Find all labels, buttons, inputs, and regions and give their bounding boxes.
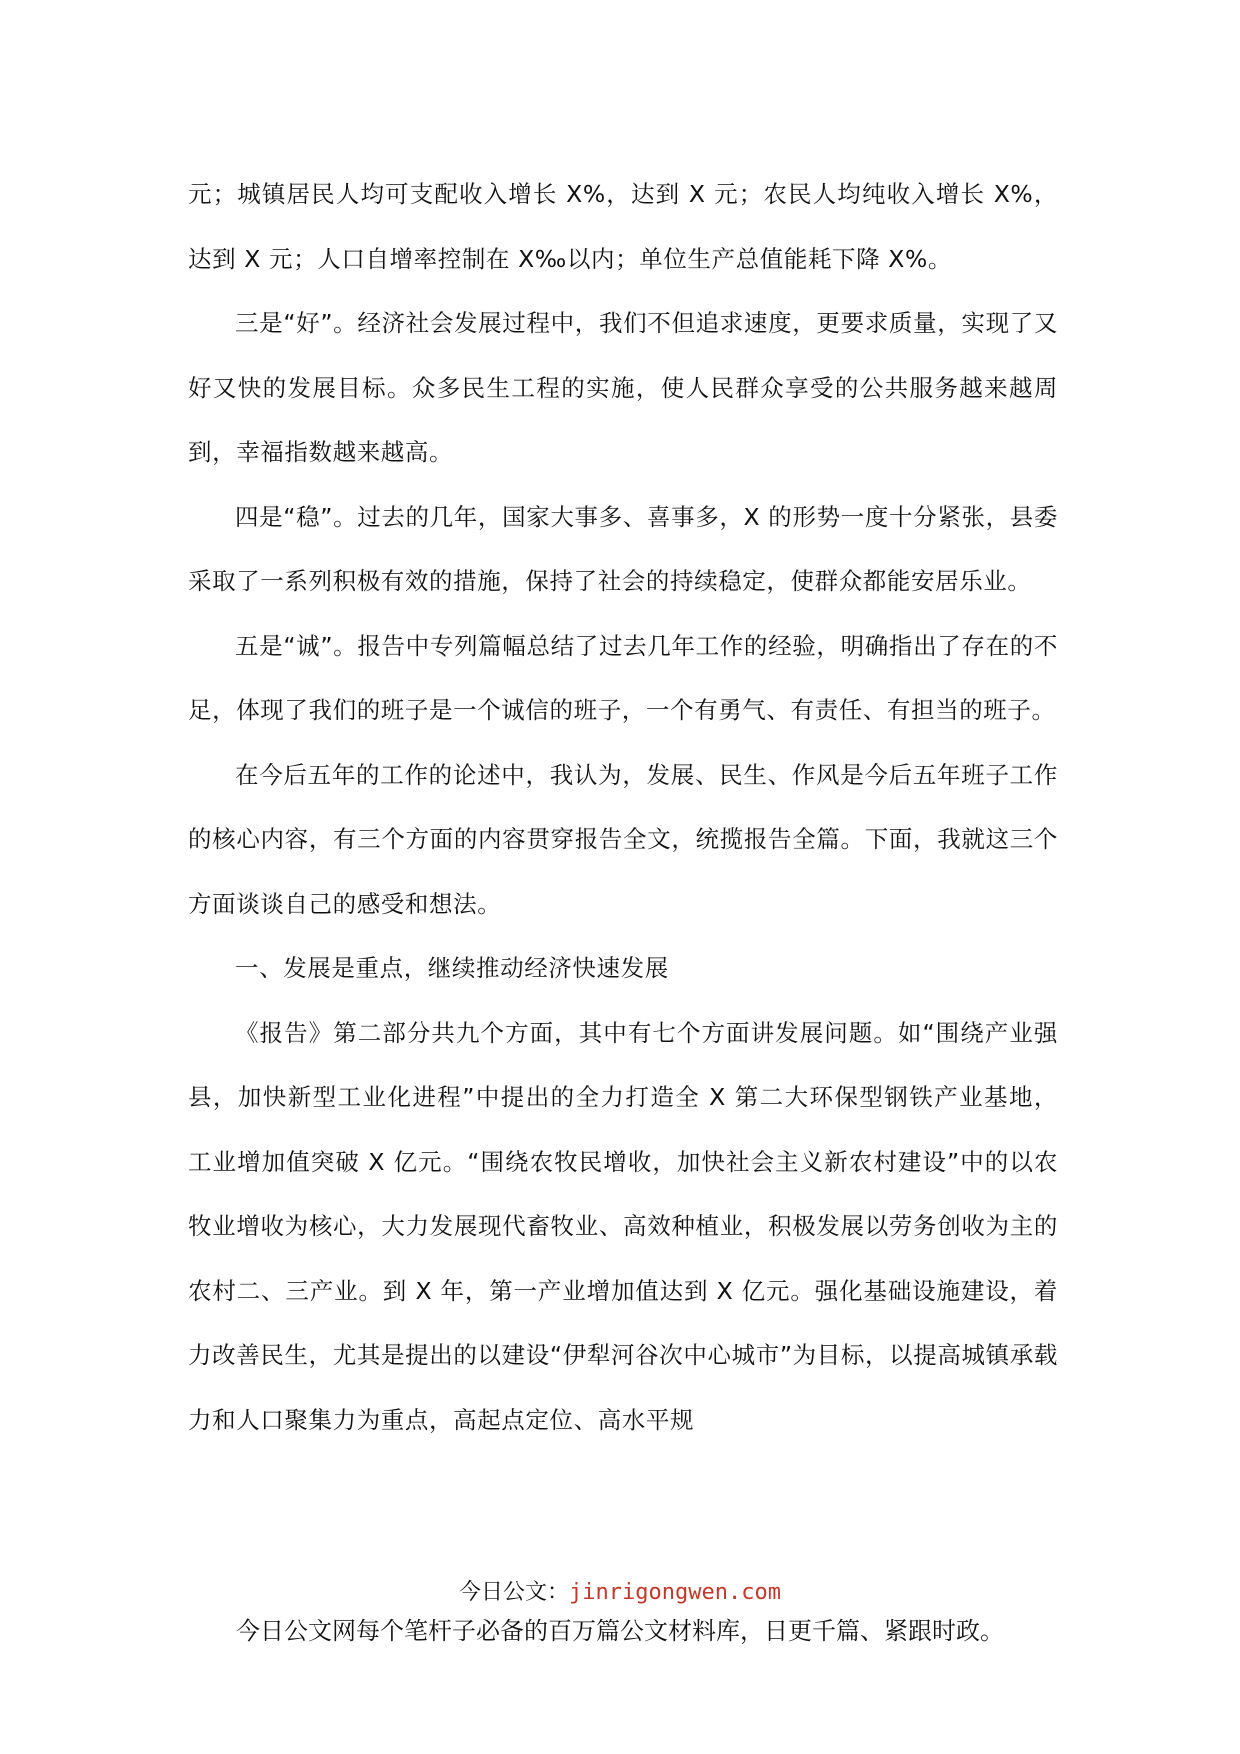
- footer-site-link[interactable]: jinrigongwen.com: [569, 1580, 781, 1605]
- section-heading: 一、发展是重点，继续推动经济快速发展: [235, 954, 669, 982]
- footer-label: 今日公文：: [459, 1580, 570, 1605]
- footer-source: [0, 1578, 1240, 1608]
- paragraph-1: 元；城镇居民人均可支配收入增长 X%，达到 X 元；农民人均纯收入增长 X%，达到 X 元；人口自增率控制在 X‰以内；单位生产总值能耗下降 X%。: [188, 180, 1058, 273]
- paragraph-6: 《报告》第二部分共九个方面，其中有七个方面讲发展问题。如“围绕产业强县，加快新型工业化进程”中提出的全力打造全 X 第二大环保型钢铁产业基地， 工业增加值突破 X 亿元。“围绕农牧民增收，加快社会主义新农村建设”中的以农牧业增收为核心，大力发展现代畜牧业、高效种植业，积极发展以劳务创收为主的农村二、三产业。到 X 年，第一产业增加值达到 X 亿元。强化基础设施建设，着力改善民生，尤其是提出的以建设“伊犁河谷次中心城市”为目标，以提高城镇承载力和人口聚集力为重点，高起点定位、高水平规: [188, 1018, 1058, 1434]
- document-body: [188, 162, 1058, 1452]
- paragraph-3: 四是“稳”。过去的几年，国家大事多、喜事多，X 的形势一度十分紧张，县委采取了一系列积极有效的措施，保持了社会的持续稳定，使群众都能安居乐业。: [188, 502, 1058, 595]
- paragraph-5: 在今后五年的工作的论述中，我认为，发展、民生、作风是今后五年班子工作的核心内容，有三个方面的内容贯穿报告全文，统揽报告全篇。下面，我就这三个方面谈谈自己的感受和想法。: [188, 760, 1058, 918]
- paragraph-2: 三是“好”。经济社会发展过程中，我们不但追求速度，更要求质量，实现了又好又快的发展目标。众多民生工程的实施，使人民群众享受的公共服务越来越周到，幸福指数越来越高。: [188, 309, 1058, 466]
- paragraph-4: 五是“诚”。报告中专列篇幅总结了过去几年工作的经验，明确指出了存在的不足，体现了我们的班子是一个诚信的班子，一个有勇气、有责任、有担当的班子。: [188, 631, 1058, 724]
- footer-slogan: 今日公文网每个笔杆子必备的百万篇公文材料库，日更千篇、紧跟时政。: [236, 1617, 1004, 1645]
